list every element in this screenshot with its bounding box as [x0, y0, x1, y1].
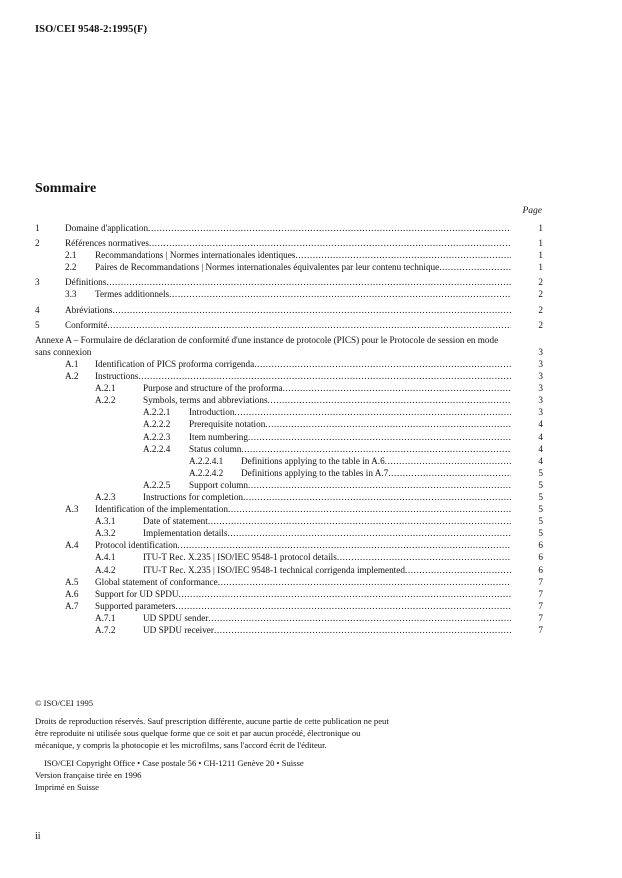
dot-leader: [178, 588, 511, 600]
toc-entry-number: A.2.2.5: [143, 479, 171, 490]
toc-entry[interactable]: [35, 431, 543, 443]
toc-entry-title: Abréviations: [65, 304, 113, 315]
toc-entry-page: 4: [538, 419, 543, 430]
page-column-label: Page: [522, 206, 542, 216]
toc-entry-title: Prerequisite notation: [189, 419, 266, 430]
toc-entry-title: Instructions for completion: [143, 491, 244, 502]
dot-leader: [227, 527, 511, 539]
version-note: Version française tirée en 1996: [35, 770, 142, 780]
toc-entry[interactable]: [35, 527, 543, 539]
dot-leader: [254, 358, 511, 370]
toc-entry-page: 5: [538, 504, 543, 515]
toc-entry[interactable]: [35, 319, 543, 331]
toc-entry-number: 2.1: [65, 250, 77, 261]
toc-entry-title: Symbols, terms and abbreviations: [143, 395, 268, 406]
toc-entry-number: 2: [35, 238, 40, 249]
toc-entry-title: ITU-T Rec. X.235 | ISO/IEC 9548-1 technical corrigenda implemented: [143, 564, 405, 575]
toc-entry[interactable]: [35, 237, 543, 249]
toc-entry[interactable]: [35, 479, 543, 491]
dot-leader: [149, 237, 511, 249]
toc-entry-number: A.2.2.4.1: [189, 455, 224, 466]
dot-leader: [208, 515, 511, 527]
toc-entry-page: 1: [538, 223, 543, 233]
toc-entry-page: 5: [538, 528, 543, 539]
toc-entry-page: 1: [538, 250, 543, 261]
toc-entry[interactable]: [35, 551, 543, 563]
toc-entry-title: Termes additionnels: [95, 289, 170, 300]
dot-leader: [388, 467, 511, 479]
toc-entry-page: 3: [538, 383, 543, 394]
dot-leader: [385, 455, 511, 467]
toc-entry-number: A.4.2: [95, 564, 116, 575]
toc-entry-number: A.5: [65, 576, 79, 587]
toc-entry[interactable]: [35, 576, 543, 588]
toc-entry-number: A.4.1: [95, 552, 116, 563]
dot-leader: [405, 564, 511, 576]
footer: [35, 697, 395, 793]
toc-entry-page: 1: [538, 262, 543, 273]
toc-entry-number: A.2.2.4.2: [189, 467, 224, 478]
toc-entry[interactable]: [35, 418, 543, 430]
toc-entry-title: Domaine d'application: [65, 223, 149, 233]
toc-entry-number: A.2.2: [95, 395, 116, 406]
toc-entry-page: 4: [538, 431, 543, 442]
toc-entry[interactable]: [35, 455, 543, 467]
toc-entry[interactable]: [35, 491, 543, 503]
toc-entry-title: Protocol identification: [95, 540, 178, 551]
dot-leader: [265, 418, 511, 430]
toc-entry[interactable]: [35, 304, 543, 316]
toc-entry-page: 7: [538, 625, 543, 635]
toc-entry-number: 2.2: [65, 262, 77, 273]
toc-entry-number: A.7: [65, 600, 79, 611]
toc-entry-title: Conformité: [65, 319, 108, 330]
toc-entry-number: A.7.1: [95, 612, 116, 623]
annex-heading-text: Annexe A – Formulaire de déclaration de conformité d'une instance de protocole (PICS) pour le Protocole de session en mode sans connexion: [35, 334, 499, 357]
toc-entry-page: 6: [538, 540, 543, 551]
dot-leader: [337, 551, 511, 563]
toc-entry-title: Purpose and structure of the proforma: [143, 383, 283, 394]
dot-leader: [214, 624, 511, 636]
toc-entry[interactable]: [35, 564, 543, 576]
toc-entry[interactable]: [35, 539, 543, 551]
copyright-office: ISO/CEI Copyright Office • Case postale 56 • CH-1211 Genève 20 • Suisse: [44, 758, 304, 768]
toc-entry-title: Date of statement: [143, 516, 208, 527]
toc-entry-title: Support column: [189, 479, 248, 490]
toc-entry-number: A.1: [65, 358, 79, 369]
dot-leader: [241, 443, 511, 455]
toc-entry-number: A.7.2: [95, 625, 116, 635]
toc-entry-number: 1: [35, 223, 40, 233]
toc-entry-page: 2: [538, 289, 543, 300]
toc-entry-page: 6: [538, 564, 543, 575]
toc-entry-page: 2: [538, 319, 543, 330]
toc-entry[interactable]: [35, 276, 543, 288]
annex-heading-page: 3: [538, 346, 543, 357]
toc-entry-page: 2: [538, 304, 543, 315]
toc-entry-title: Définitions: [65, 277, 107, 288]
toc-entry-number: A.2.2.1: [143, 407, 171, 418]
toc-entry-title: Identification of PICS proforma corrigenda: [95, 358, 255, 369]
dot-leader: [138, 370, 511, 382]
dot-leader: [228, 503, 511, 515]
toc-entry-page: 7: [538, 576, 543, 587]
page-number: ii: [35, 831, 41, 842]
toc-entry-page: 1: [538, 238, 543, 249]
dot-leader: [439, 261, 511, 273]
toc-entry-page: 3: [538, 371, 543, 382]
dot-leader: [112, 304, 511, 316]
toc-entry-title: Definitions applying to the tables in A.7: [241, 467, 389, 478]
toc-entry[interactable]: [35, 406, 543, 418]
toc-entry[interactable]: [35, 261, 543, 273]
toc-entry-page: 3: [538, 358, 543, 369]
toc-entry-number: A.3.2: [95, 528, 116, 539]
document-header: ISO/CEI 9548-2:1995(F): [35, 24, 148, 35]
toc-entry-number: A.3.1: [95, 516, 116, 527]
toc-entry-title: Recommandations | Normes internationales identiques: [95, 250, 296, 261]
dot-leader: [177, 539, 511, 551]
dot-leader: [175, 600, 511, 612]
toc-entry[interactable]: [35, 515, 543, 527]
dot-leader: [218, 576, 511, 588]
toc-entry-number: 3: [35, 277, 40, 288]
toc-entry-title: Introduction: [189, 407, 235, 418]
toc-entry-page: 3: [538, 395, 543, 406]
toc-entry-title: Identification of the implementation: [95, 504, 228, 515]
toc-entry-page: 4: [538, 455, 543, 466]
copyright-notice: © ISO/CEI 1995: [35, 698, 94, 708]
toc-entry-page: 7: [538, 600, 543, 611]
annex-heading[interactable]: [35, 334, 543, 358]
toc-entry-page: 5: [538, 467, 543, 478]
dot-leader: [283, 382, 511, 394]
dot-leader: [107, 319, 511, 331]
toc-entry-number: A.4: [65, 540, 79, 551]
dot-leader: [208, 612, 511, 624]
toc-entry-number: 5: [35, 319, 40, 330]
dot-leader: [248, 479, 511, 491]
toc-entry-page: 5: [538, 516, 543, 527]
dot-leader: [148, 222, 511, 234]
toc-entry-title: Status column: [189, 443, 242, 454]
toc-entry[interactable]: [35, 612, 543, 624]
toc-entry[interactable]: [35, 443, 543, 455]
rights-statement: Droits de reproduction réservés. Sauf prescription différente, aucune partie de cette publication ne peut être reproduite ni utilisée sous quelque forme que ce soit et par aucun procédé, électronique ou mécanique, y compris la photocopie et les microfilms, sans l'accord écrit de l'éditeur.: [35, 716, 389, 750]
toc-entry-title: Implementation details: [143, 528, 228, 539]
toc-entry-number: A.2.3: [95, 491, 116, 502]
toc-entry-title: UD SPDU sender: [143, 612, 209, 623]
page-title: Sommaire: [35, 181, 97, 196]
toc-entry-title: Definitions applying to the table in A.6: [241, 455, 385, 466]
printed-note: Imprimé en Suisse: [35, 782, 99, 792]
toc-entry[interactable]: [35, 382, 543, 394]
toc-entry-title: Supported parameters: [95, 600, 176, 611]
toc-entry[interactable]: [35, 222, 543, 234]
dot-leader: [268, 394, 511, 406]
toc-entry[interactable]: [35, 624, 543, 636]
toc-entry[interactable]: [35, 370, 543, 382]
toc-entry[interactable]: [35, 358, 543, 370]
toc-entry-number: A.2.2.2: [143, 419, 171, 430]
toc-entry-page: 3: [538, 407, 543, 418]
dot-leader: [106, 276, 511, 288]
toc-entry-title: Global statement of conformance: [95, 576, 218, 587]
toc-entry[interactable]: [35, 249, 543, 261]
toc-entry[interactable]: [35, 467, 543, 479]
toc-entry[interactable]: [35, 394, 543, 406]
dot-leader: [248, 431, 511, 443]
toc-entry-title: UD SPDU receiver: [143, 625, 214, 635]
toc-entry-number: A.2.2.4: [143, 443, 171, 454]
toc-entry-title: Paires de Recommandations | Normes internationales équivalentes par leur contenu technique: [95, 262, 440, 273]
toc-entry-number: A.6: [65, 588, 79, 599]
toc-entry-number: A.2.2.3: [143, 431, 171, 442]
toc-entry-page: 7: [538, 588, 543, 599]
toc-entry[interactable]: [35, 503, 543, 515]
toc-entry-title: Support for UD SPDU: [95, 588, 179, 599]
toc-entry-page: 2: [538, 277, 543, 288]
toc-entry-title: Item numbering: [189, 431, 248, 442]
dot-leader: [243, 491, 511, 503]
toc-entry[interactable]: [35, 288, 543, 300]
toc-entry-number: A.2: [65, 371, 79, 382]
toc-entry[interactable]: [35, 588, 543, 600]
dot-leader: [169, 288, 511, 300]
toc-entry-page: 5: [538, 491, 543, 502]
toc-entry-number: 4: [35, 304, 40, 315]
toc-entry-number: A.2.1: [95, 383, 116, 394]
toc-entry-number: A.3: [65, 504, 79, 515]
toc-entry-page: 4: [538, 443, 543, 454]
toc-entry-title: Références normatives: [65, 238, 149, 249]
toc-entry-title: Instructions: [95, 371, 139, 382]
dot-leader: [234, 406, 511, 418]
toc-entry-page: 7: [538, 612, 543, 623]
table-of-contents: [35, 222, 543, 636]
toc-entry-page: 5: [538, 479, 543, 490]
dot-leader: [295, 249, 511, 261]
toc-entry-title: ITU-T Rec. X.235 | ISO/IEC 9548-1 protocol details: [143, 552, 337, 563]
toc-entry[interactable]: [35, 600, 543, 612]
toc-entry-page: 6: [538, 552, 543, 563]
toc-entry-number: 3.3: [65, 289, 77, 300]
